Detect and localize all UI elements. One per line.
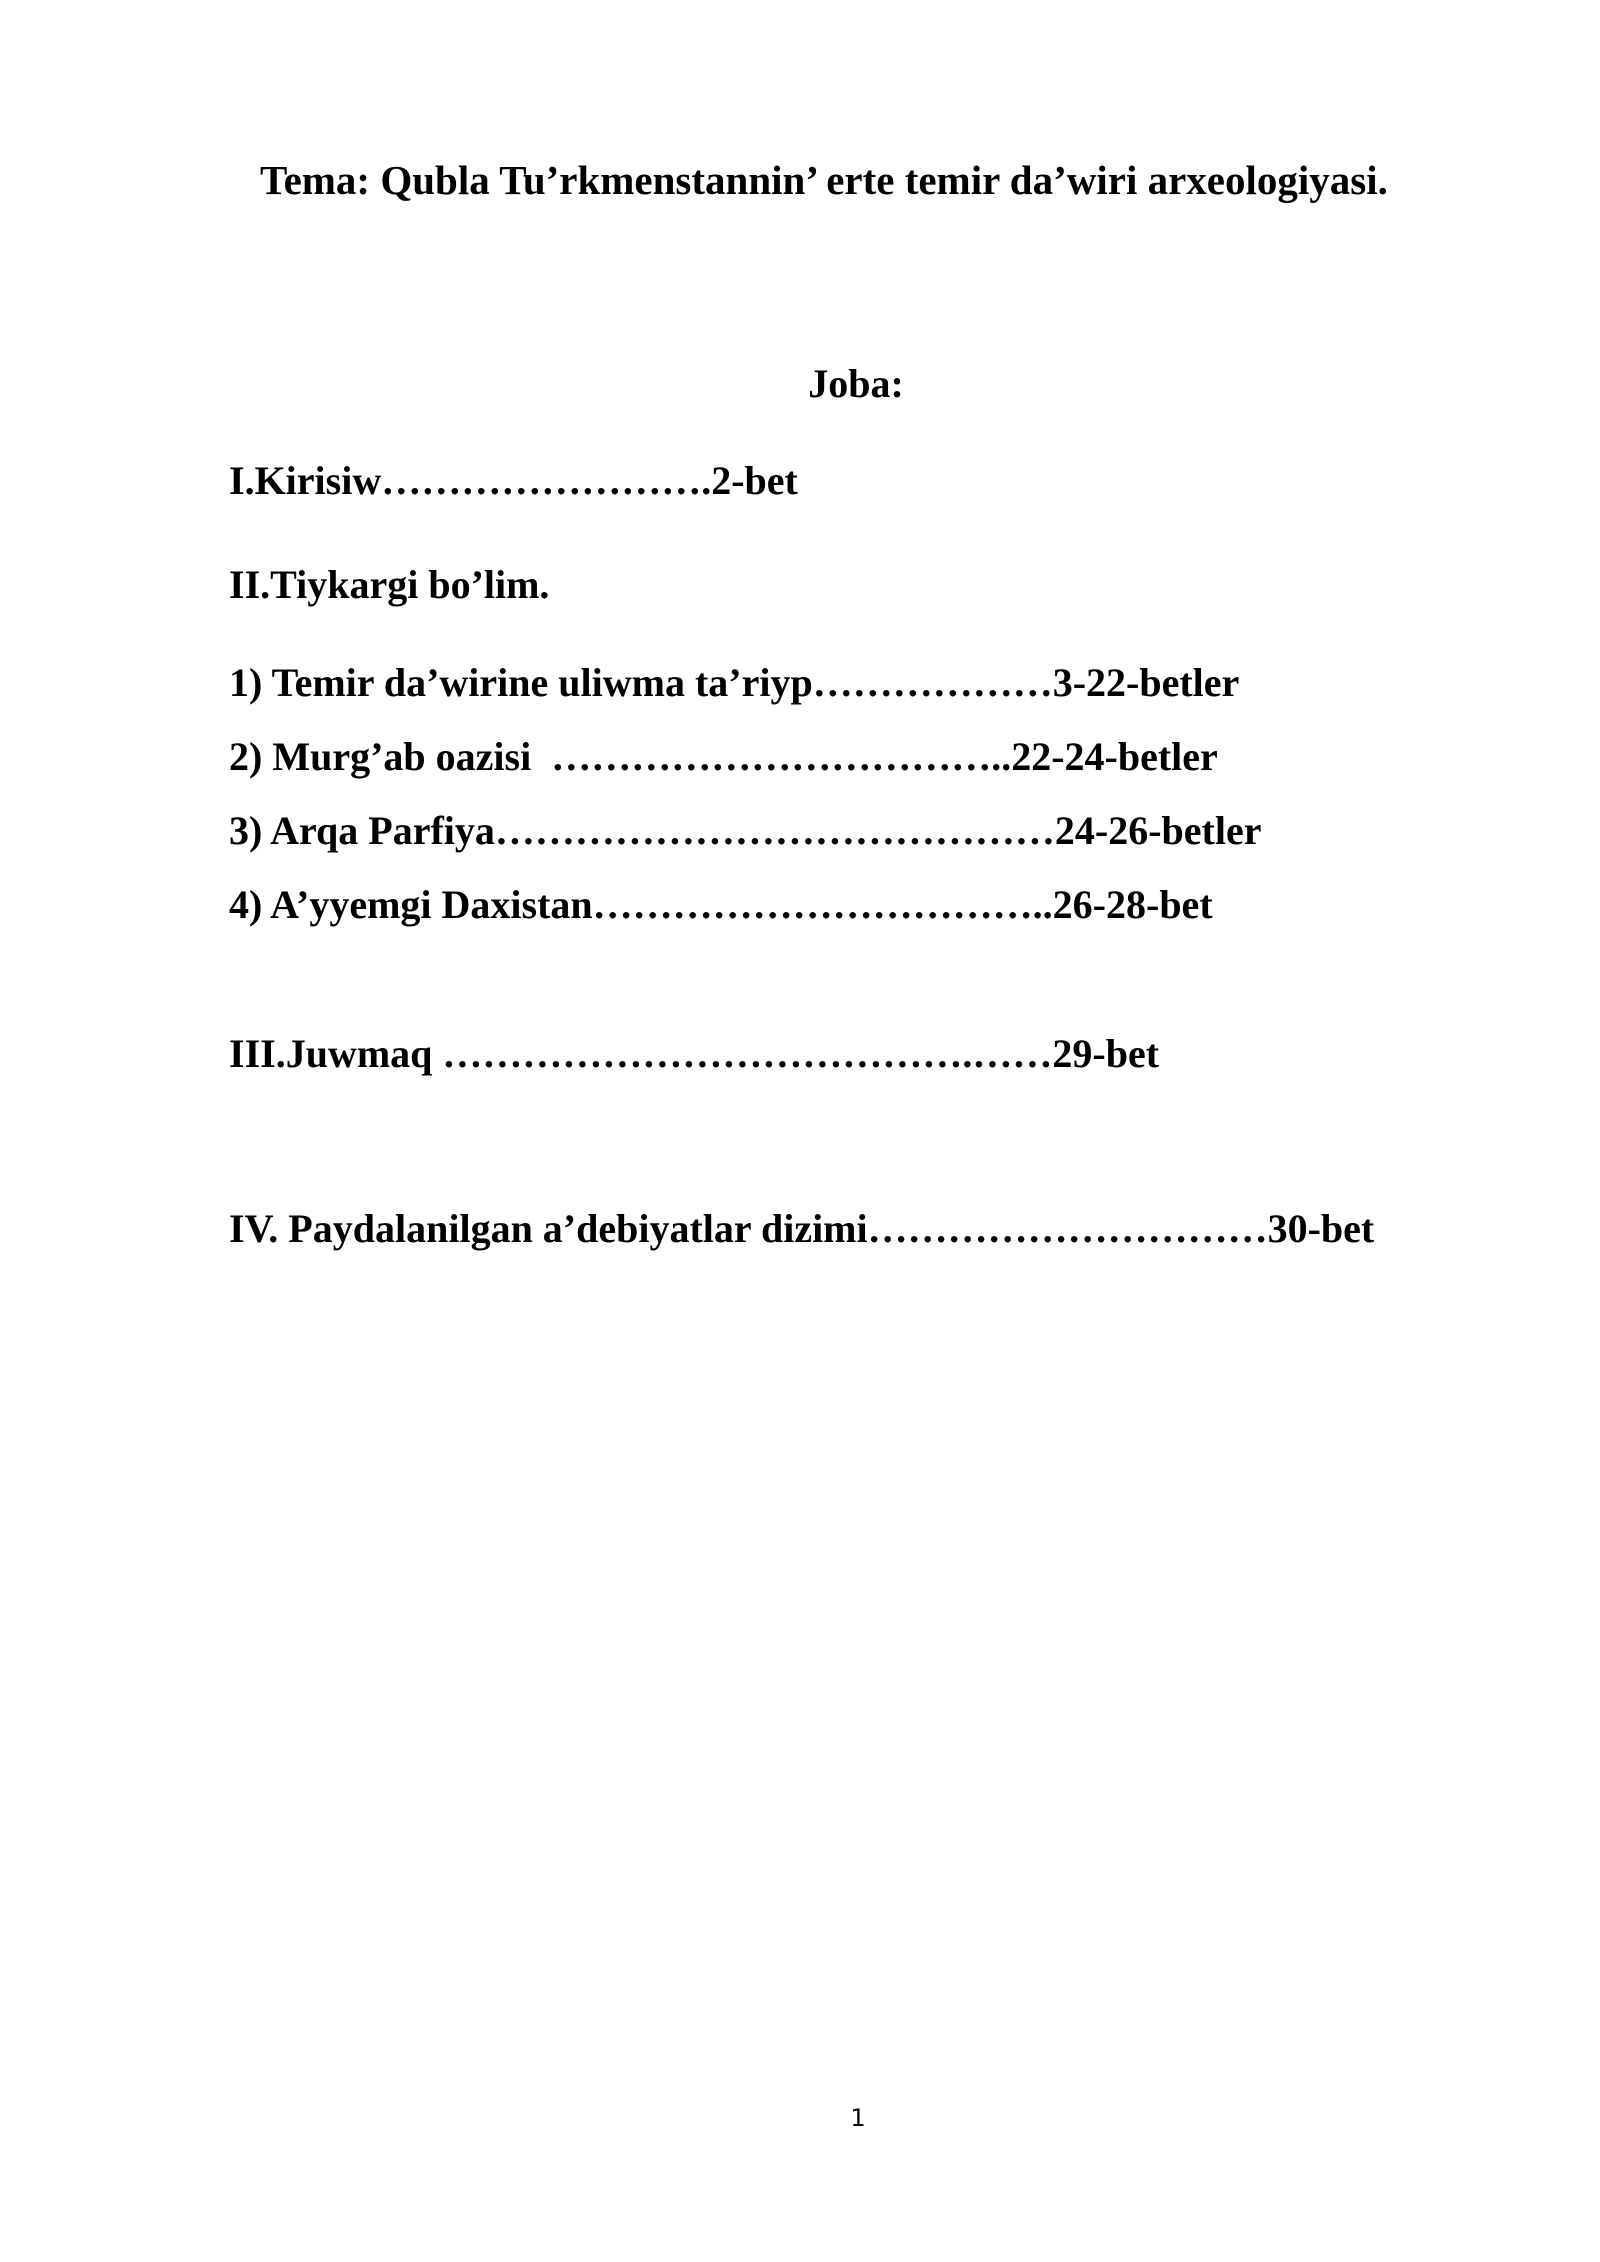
toc-entry-main-section: II.Tiykargi bo’lim. [229, 562, 550, 607]
plan-heading: Joba: [808, 361, 904, 406]
toc-entry-murgab-oasis: 2) Murg’ab oazisi ……………………………..22-24-betler [229, 734, 1218, 779]
toc-entry-northern-parthia: 3) Arqa Parfiya……………………………………24-26-betler [229, 808, 1262, 853]
toc-entry-conclusion: III.Juwmaq ………………………………….……29-bet [229, 1031, 1160, 1076]
toc-entry-ancient-dahistan: 4) A’yyemgi Daxistan……………………………..26-28-bet [229, 882, 1213, 927]
document-title: Tema: Qubla Tu’rkmenstannin’ erte temir da’wiri arxeologiyasi. [260, 157, 1388, 203]
page-number: 1 [850, 2104, 866, 2132]
toc-entry-iron-age-definition: 1) Temir da’wirine uliwma ta’riyp………………3-22-betler [229, 660, 1240, 705]
toc-entry-bibliography: IV. Paydalanilgan a’debiyatlar dizimi…………………………30-bet [229, 1206, 1375, 1251]
toc-entry-introduction: I.Kirisiw…………………….2-bet [229, 458, 798, 503]
